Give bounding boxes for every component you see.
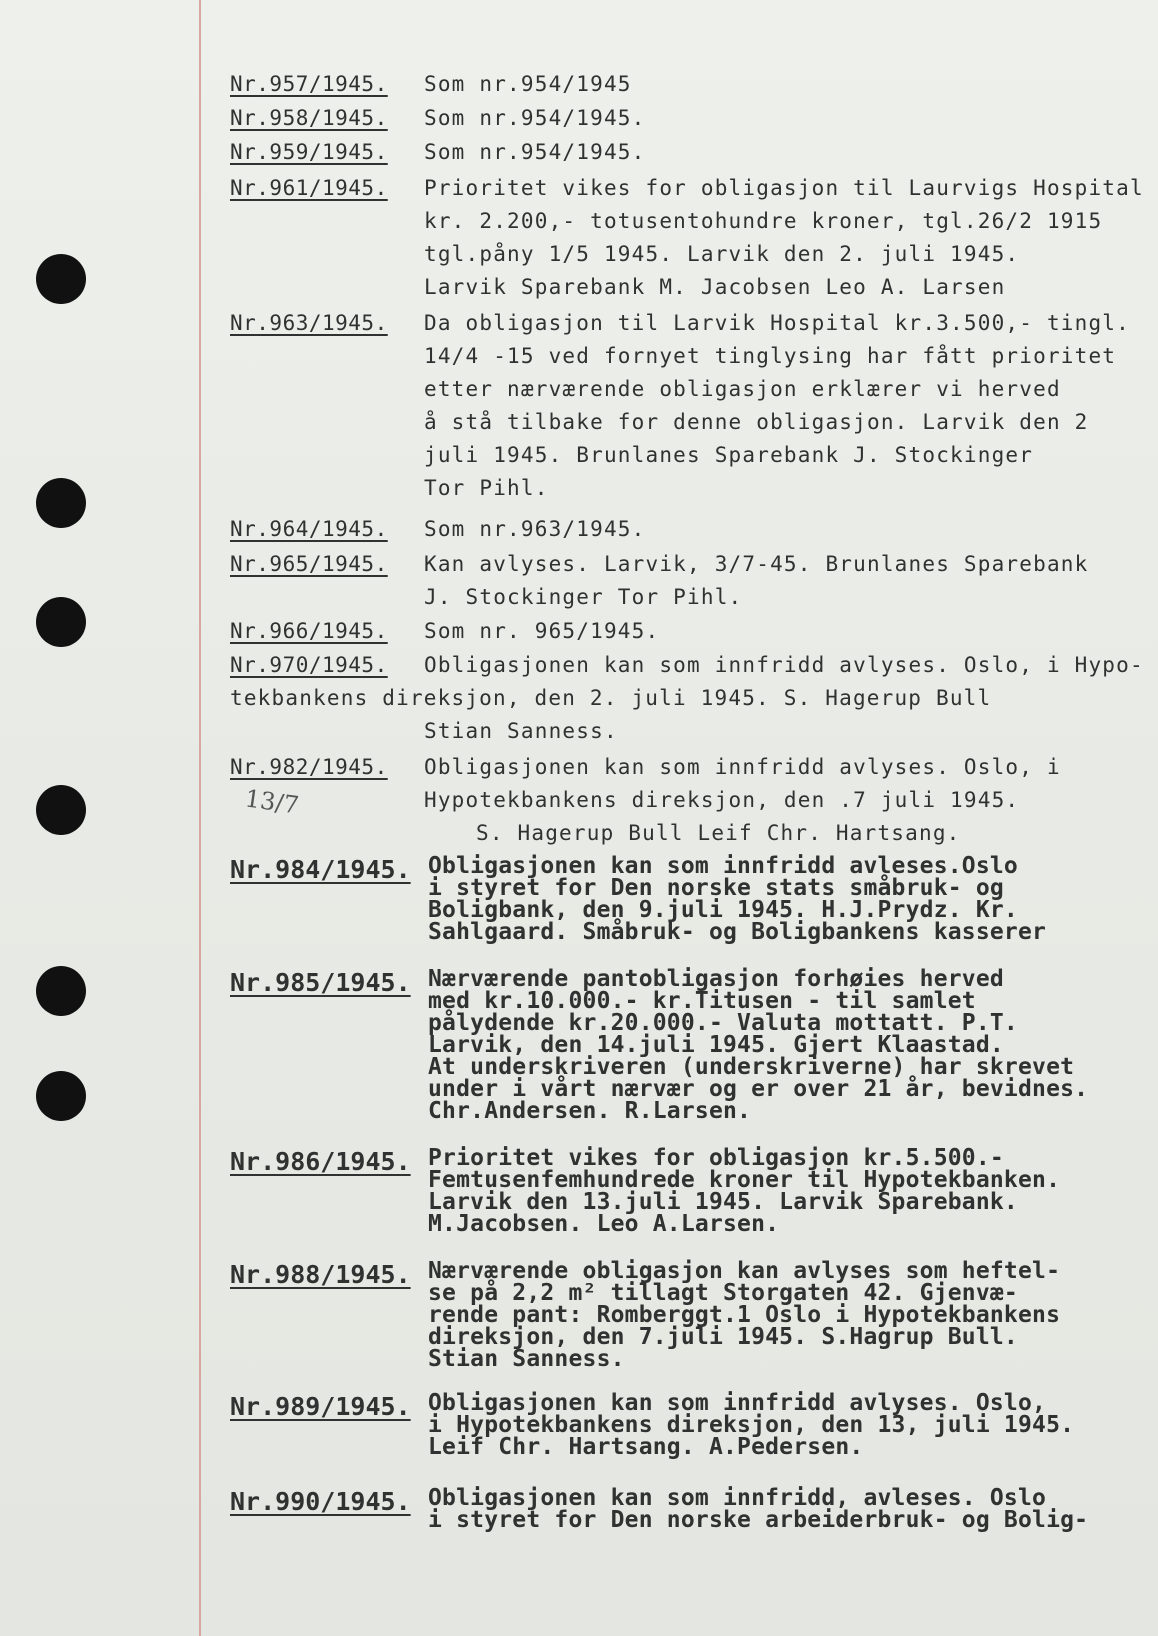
- entry-number: Nr.957/1945.: [230, 72, 388, 96]
- entry-text: Tor Pihl.: [424, 476, 549, 500]
- entry-number: Nr.970/1945.: [230, 653, 388, 677]
- punch-hole: [36, 597, 86, 647]
- entry-text: Som nr.954/1945: [424, 72, 632, 96]
- entry-text: Obligasjonen kan som innfridd avlyses. Oslo,: [428, 1390, 1047, 1416]
- entry-number: Nr.965/1945.: [230, 552, 388, 576]
- entry-number: Nr.959/1945.: [230, 140, 388, 164]
- entry-number: Nr.984/1945.: [230, 855, 411, 884]
- entry-text: tgl.påny 1/5 1945. Larvik den 2. juli 1945.: [424, 242, 1020, 266]
- entry-text: Leif Chr. Hartsang. A.Pedersen.: [428, 1434, 864, 1460]
- entry-text: pålydende kr.20.000.- Valuta mottatt. P.T.: [428, 1010, 1018, 1036]
- entry-text: å stå tilbake for denne obligasjon. Larvik den 2: [424, 410, 1089, 434]
- entry-text: M.Jacobsen. Leo A.Larsen.: [428, 1211, 780, 1237]
- entry-text: Kan avlyses. Larvik, 3/7-45. Brunlanes Sparebank: [424, 552, 1089, 576]
- entry-text: Obligasjonen kan som innfridd avleses.Oslo: [428, 853, 1018, 879]
- entry-text: Larvik den 13.juli 1945. Larvik Sparebank.: [428, 1189, 1018, 1215]
- entry-text: S. Hagerup Bull Leif Chr. Hartsang.: [476, 821, 961, 845]
- entry-text: Larvik, den 14.juli 1945. Gjert Klaastad.: [428, 1032, 1004, 1058]
- entry-text: Sahlgaard. Småbruk- og Boligbankens kasserer: [428, 919, 1047, 945]
- punch-hole: [36, 254, 86, 304]
- margin-line: [199, 0, 201, 1636]
- entry-number: Nr.958/1945.: [230, 106, 388, 130]
- entry-text: Obligasjonen kan som innfridd avlyses. Oslo, i Hypo-: [424, 653, 1144, 677]
- entry-text: Nærværende obligasjon kan avlyses som heftel-: [428, 1258, 1061, 1284]
- entry-text: i Hypotekbankens direksjon, den 13, juli 1945.: [428, 1412, 1075, 1438]
- entry-text: Hypotekbankens direksjon, den .7 juli 1945.: [424, 788, 1020, 812]
- entry-text: Nærværende pantobligasjon forhøies herved: [428, 966, 1004, 992]
- entry-text: under i vårt nærvær og er over 21 år, bevidnes.: [428, 1076, 1089, 1102]
- entry-text: i styret for Den norske arbeiderbruk- og Bolig-: [428, 1507, 1089, 1533]
- marginal-note: 13/7: [243, 784, 301, 820]
- entry-text: direksjon, den 7.juli 1945. S.Hagrup Bull.: [428, 1324, 1018, 1350]
- entry-text: Som nr. 965/1945.: [424, 619, 660, 643]
- entry-number: Nr.985/1945.: [230, 968, 411, 997]
- entry-number: Nr.961/1945.: [230, 176, 388, 200]
- entry-text: Femtusenfemhundrede kroner til Hypotekbanken.: [428, 1167, 1061, 1193]
- entry-text: Prioritet vikes for obligasjon til Laurvigs Hospital: [424, 176, 1144, 200]
- entry-text: Chr.Andersen. R.Larsen.: [428, 1098, 752, 1124]
- entry-number: Nr.990/1945.: [230, 1487, 411, 1516]
- entry-text: Prioritet vikes for obligasjon kr.5.500.-: [428, 1145, 1004, 1171]
- entry-text: Som nr.954/1945.: [424, 140, 646, 164]
- entry-text: tekbankens direksjon, den 2. juli 1945. S. Hagerup Bull: [230, 686, 992, 710]
- entry-text: kr. 2.200,- totusentohundre kroner, tgl.26/2 1915: [424, 209, 1103, 233]
- entry-number: Nr.989/1945.: [230, 1392, 411, 1421]
- entry-text: J. Stockinger Tor Pihl.: [424, 585, 743, 609]
- entry-text: juli 1945. Brunlanes Sparebank J. Stockinger: [424, 443, 1034, 467]
- entry-text: Obligasjonen kan som innfridd, avleses. Oslo: [428, 1485, 1047, 1511]
- entry-text: Stian Sanness.: [424, 719, 618, 743]
- entry-text: med kr.10.000.- kr.Titusen - til samlet: [428, 988, 976, 1014]
- entry-text: Da obligasjon til Larvik Hospital kr.3.500,- tingl.: [424, 311, 1130, 335]
- entry-text: Obligasjonen kan som innfridd avlyses. Oslo, i: [424, 755, 1061, 779]
- entry-text: Larvik Sparebank M. Jacobsen Leo A. Larsen: [424, 275, 1006, 299]
- entry-number: Nr.982/1945.: [230, 755, 388, 779]
- entry-number: Nr.966/1945.: [230, 619, 388, 643]
- entry-text: se på 2,2 m² tillagt Storgaten 42. Gjenvæ-: [428, 1280, 1018, 1306]
- entry-text: Som nr.954/1945.: [424, 106, 646, 130]
- entry-number: Nr.963/1945.: [230, 311, 388, 335]
- punch-hole: [36, 478, 86, 528]
- punch-hole: [36, 966, 86, 1016]
- entry-number: Nr.988/1945.: [230, 1260, 411, 1289]
- entry-text: etter nærværende obligasjon erklærer vi herved: [424, 377, 1061, 401]
- entry-number: Nr.964/1945.: [230, 517, 388, 541]
- entry-number: Nr.986/1945.: [230, 1147, 411, 1176]
- entry-text: Som nr.963/1945.: [424, 517, 646, 541]
- entry-text: rende pant: Romberggt.1 Oslo i Hypotekbankens: [428, 1302, 1061, 1328]
- entry-text: Stian Sanness.: [428, 1346, 625, 1372]
- entry-text: Boligbank, den 9.juli 1945. H.J.Prydz. Kr.: [428, 897, 1018, 923]
- entry-text: 14/4 -15 ved fornyet tinglysing har fått prioritet: [424, 344, 1117, 368]
- entry-text: i styret for Den norske stats småbruk- og: [428, 875, 1004, 901]
- punch-hole: [36, 1071, 86, 1121]
- entry-text: At underskriveren (underskriverne) har skrevet: [428, 1054, 1075, 1080]
- punch-hole: [36, 785, 86, 835]
